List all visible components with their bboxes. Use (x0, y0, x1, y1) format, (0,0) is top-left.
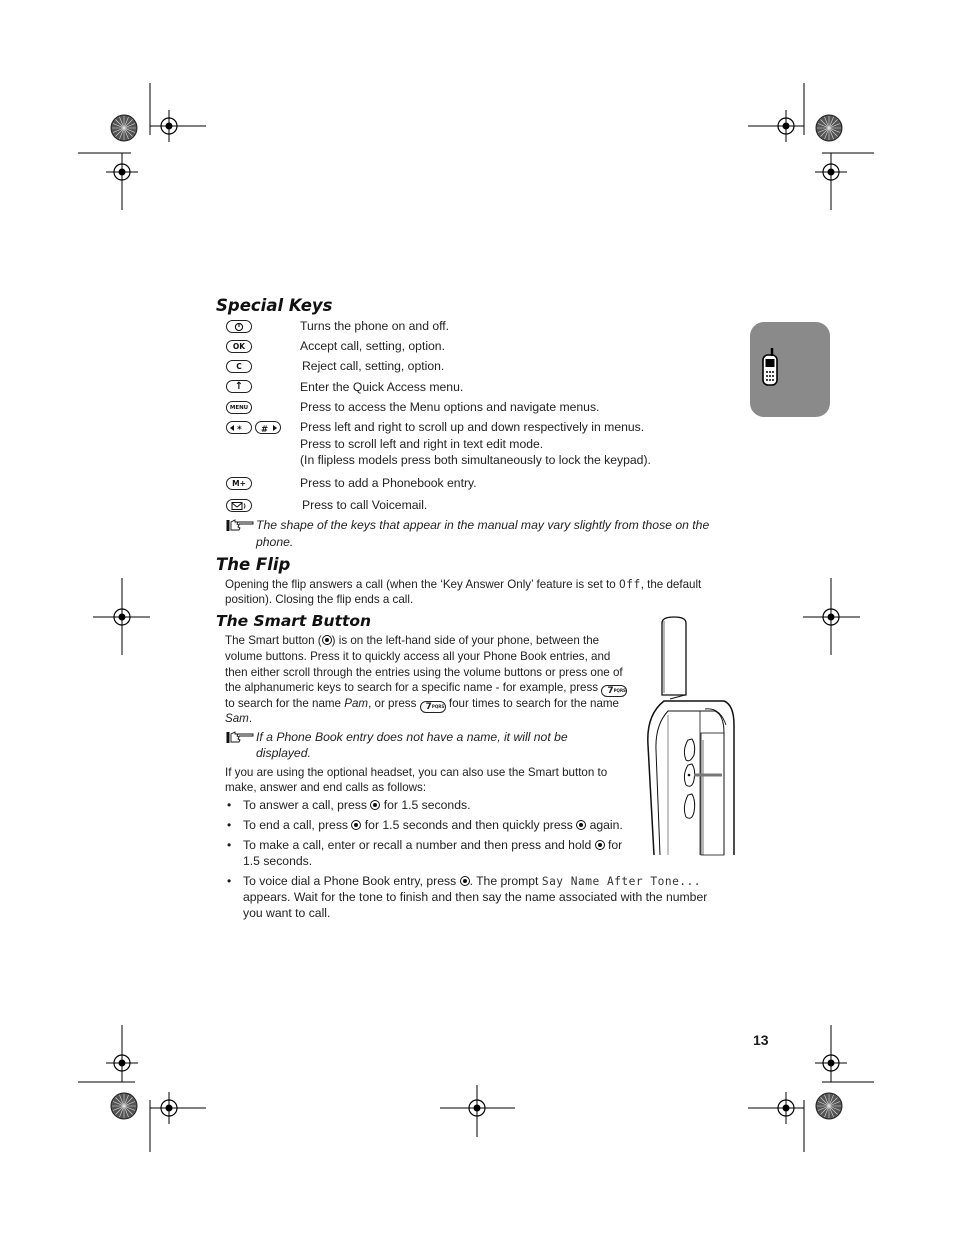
chapter-tab (750, 322, 830, 417)
ok-key-icon: OK (226, 340, 252, 353)
smart-p1-line5: to search for the name Pam, or press 7PQRS four times to search for the name (225, 697, 619, 712)
no-name-note-line2: displayed. (256, 746, 311, 760)
scroll-key-desc-line1: Press left and right to scroll up and down respectively in menus. (300, 420, 645, 434)
menu-key-icon: MENU (226, 401, 252, 414)
bullet-make-call-line2: 1.5 seconds. (243, 854, 313, 868)
ok-key-desc: Accept call, setting, option. (300, 339, 445, 353)
keys-shape-note-line1: The shape of the keys that appear in the manual may vary slightly from those on the (256, 518, 710, 532)
scroll-left-star-key-icon (226, 421, 252, 434)
bullet-marker: • (227, 818, 232, 832)
up-arrow-key-icon: ↑ (226, 380, 252, 393)
memory-plus-key-icon: M+ (226, 477, 252, 490)
smart-p2-line1: If you are using the optional headset, you can also use the Smart button to (225, 766, 608, 779)
smart-button-icon (460, 876, 470, 886)
flip-paragraph-line2: position). Closing the flip ends a call. (225, 593, 414, 606)
power-key-icon (226, 320, 252, 333)
smart-p1-line3: then either scroll through the entries using the volume buttons or press one of (225, 666, 623, 679)
heading-special-keys: Special Keys (216, 296, 333, 315)
smart-p1-line1: The Smart button ( ) is on the left-hand side of your phone, between the (225, 634, 600, 647)
smart-button-icon (576, 820, 586, 830)
menu-key-desc: Press to access the Menu options and navigate menus. (300, 400, 600, 414)
no-name-note-line1: If a Phone Book entry does not have a name, it will not be (256, 730, 568, 744)
keys-shape-note-line2: phone. (256, 535, 294, 549)
bullet-make-call-line1: To make a call, enter or recall a number and then press and hold for (243, 838, 623, 852)
up-key-desc: Enter the Quick Access menu. (300, 380, 464, 394)
flip-paragraph-line1: Opening the flip answers a call (when the ‘Key Answer Only’ feature is set to Off, the default (225, 578, 702, 591)
smart-button-icon (351, 820, 361, 830)
voicemail-key-icon (226, 499, 252, 512)
smart-p1-line4: the alphanumeric keys to search for a specific name - for example, press 7PQRS (225, 681, 626, 696)
pointing-hand-note-icon (226, 519, 254, 533)
smart-button-icon (595, 840, 605, 850)
svg-text:*: * (237, 424, 242, 433)
bullet-end-call: To end a call, press for 1.5 seconds and then quickly press again. (243, 818, 623, 832)
bullet-answer-call: To answer a call, press for 1.5 seconds. (243, 798, 471, 812)
bullet-voice-dial-line3: you want to call. (243, 906, 331, 920)
bullet-voice-dial-line2: appears. Wait for the tone to finish and then say the name associated with the number (243, 890, 708, 904)
smart-p2-line2: make, answer and end calls as follows: (225, 781, 427, 794)
phone-icon (750, 322, 830, 417)
smart-p1-line6: Sam. (225, 712, 253, 725)
key-7-icon: 7PQRS (420, 701, 446, 713)
bullet-voice-dial-line1: To voice dial a Phone Book entry, press . The prompt Say Name After Tone... (243, 874, 702, 888)
clear-key-icon: C (226, 360, 252, 373)
bullet-marker: • (227, 798, 232, 812)
heading-the-smart-button: The Smart Button (216, 612, 372, 630)
smart-p1-line2: volume buttons. Press it to quickly access all your Phone Book entries, and (225, 650, 611, 663)
smart-button-icon (322, 635, 332, 645)
smart-button-icon (370, 800, 380, 810)
heading-the-flip: The Flip (216, 555, 291, 574)
scroll-right-hash-key-icon (255, 421, 281, 434)
page-number: 13 (753, 1032, 769, 1048)
voicemail-key-desc: Press to call Voicemail. (302, 498, 428, 512)
pointing-hand-note-icon (226, 731, 254, 745)
scroll-key-desc-line3: (In flipless models press both simultaneously to lock the keypad). (300, 453, 651, 467)
svg-text:#: # (261, 424, 269, 433)
bullet-marker: • (227, 874, 232, 888)
memory-key-desc: Press to add a Phonebook entry. (300, 476, 477, 490)
power-key-desc: Turns the phone on and off. (300, 319, 450, 333)
bullet-marker: • (227, 838, 232, 852)
clear-key-desc: Reject call, setting, option. (302, 359, 445, 373)
key-7-icon: 7PQRS (601, 685, 627, 697)
scroll-key-desc-line2: Press to scroll left and right in text edit mode. (300, 437, 544, 451)
phone-side-illustration (640, 615, 740, 860)
